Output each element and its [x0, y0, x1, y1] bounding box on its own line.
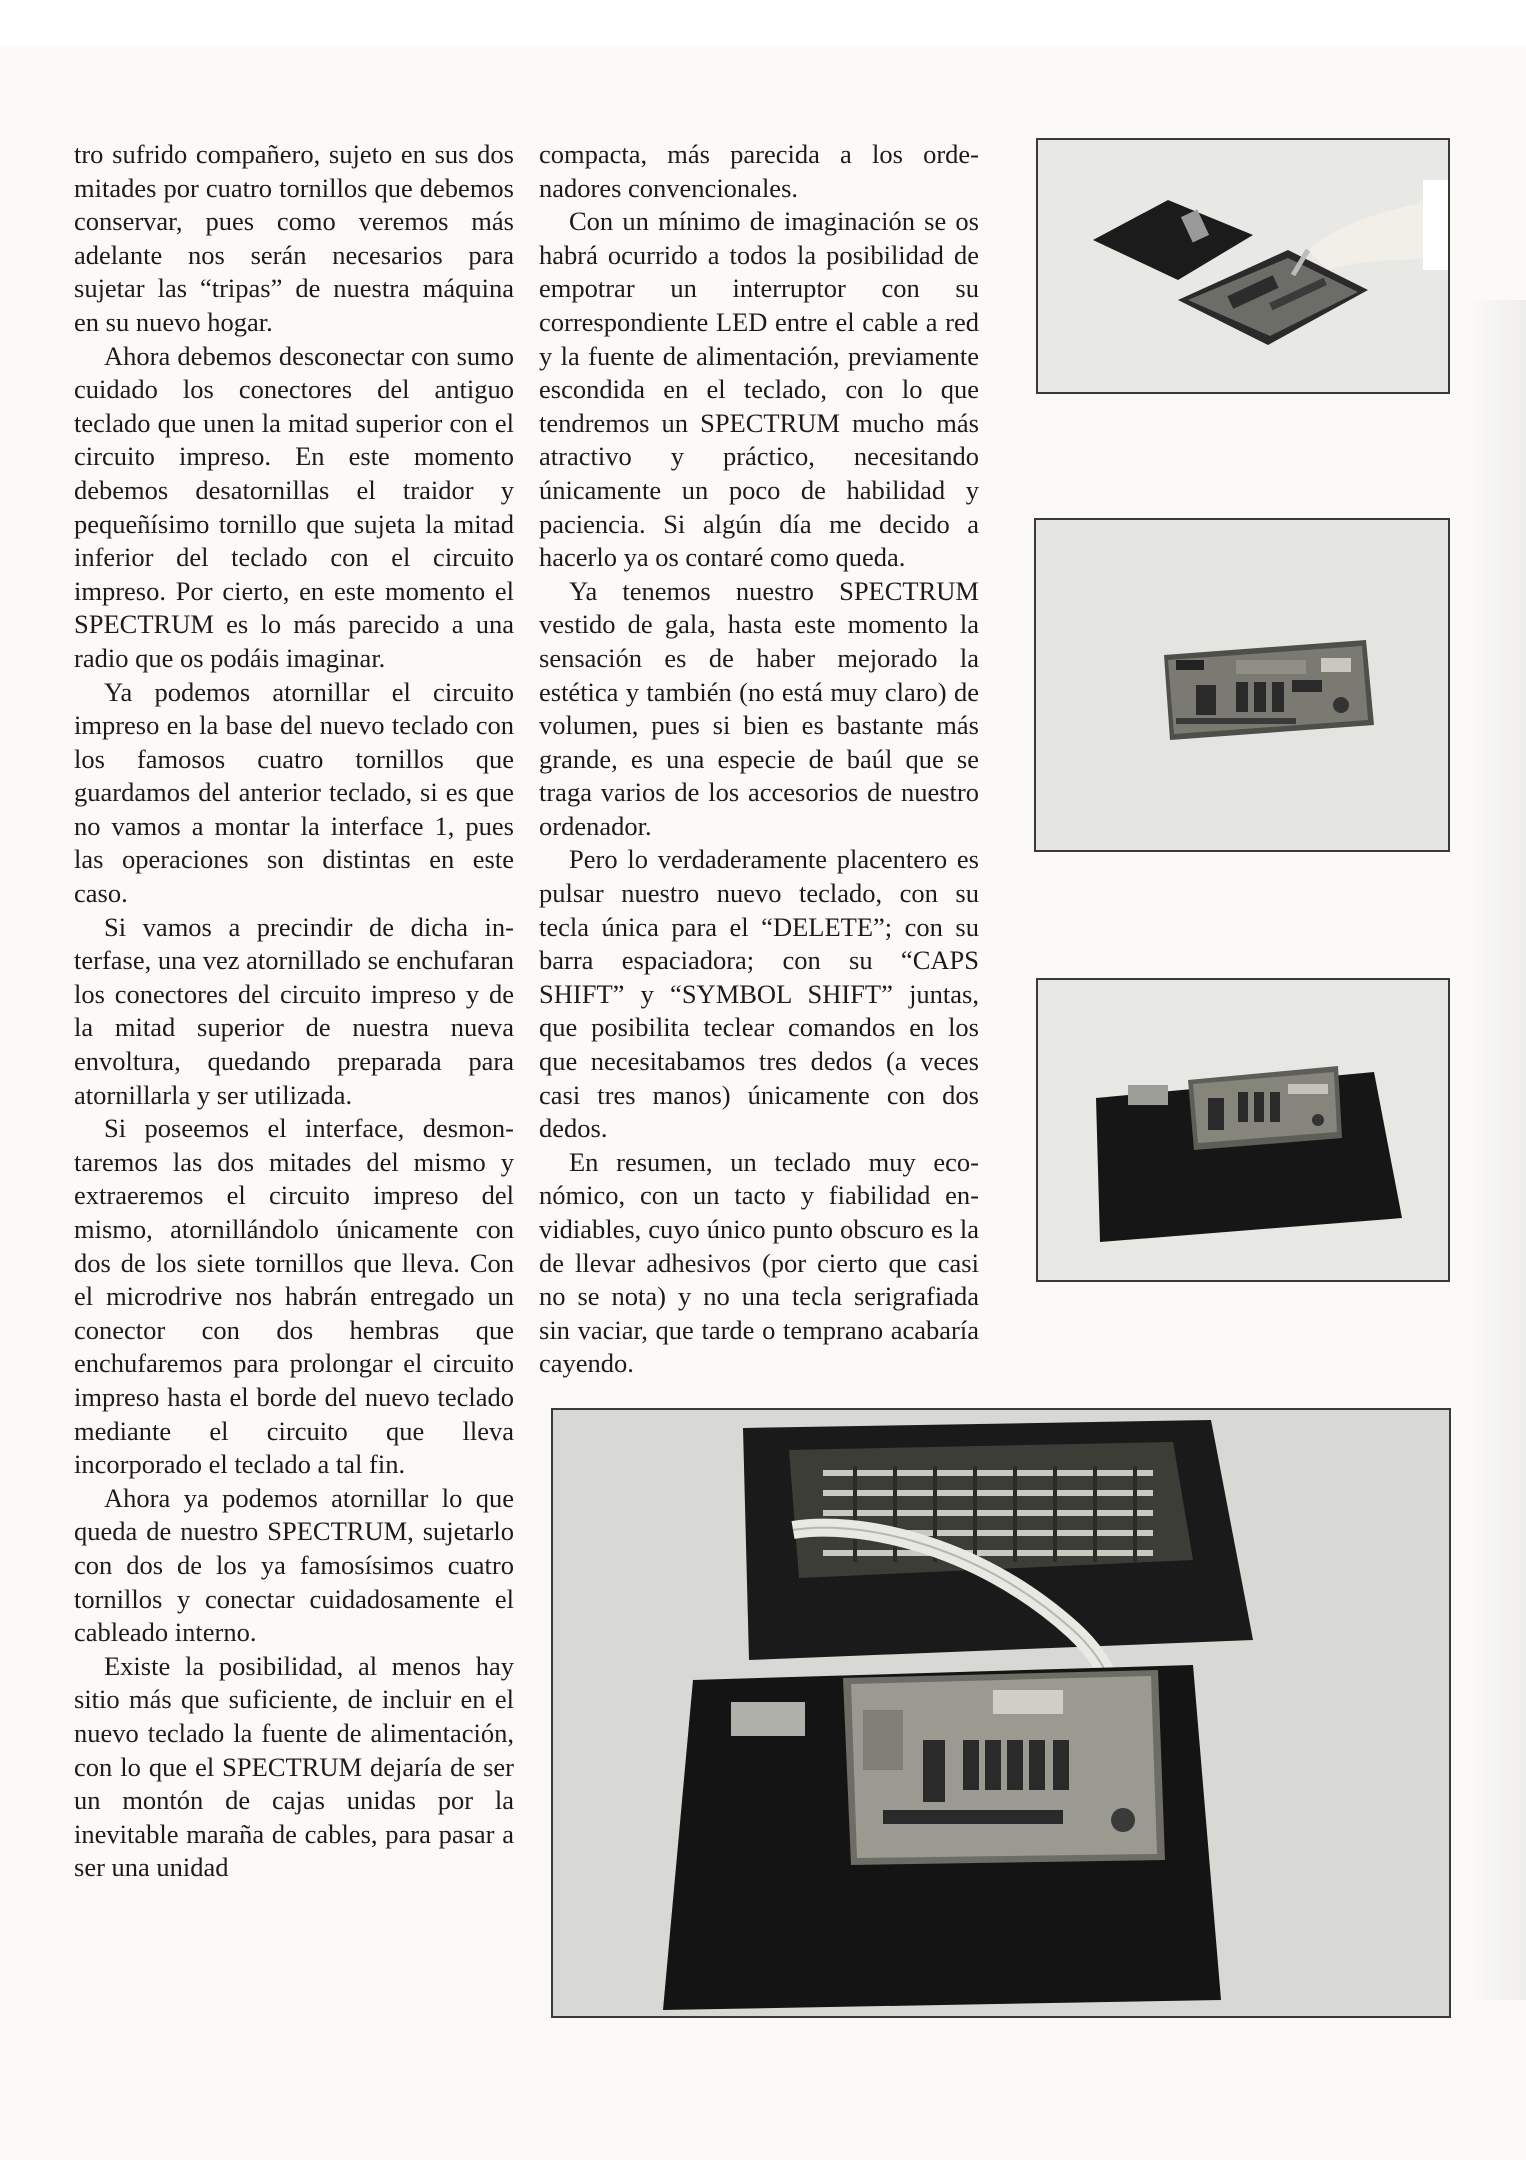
- photo-hand-disassembling-keyboard: [1036, 138, 1450, 394]
- paragraph: Si vamos a precindir de dicha interfase, una vez atornillado se enchufaran los conectores del circuito impreso y de la mitad superior de nuestra nueva envoltura, quedando preparada para atornillarla y ser utilizada.: [74, 911, 514, 1110]
- paragraph: En resumen, un teclado muy económico, con un tacto y fiabilidad envidiables, cuyo único punto obscuro es la de llevar adhesivos (por cierto que casi no se nota) y no una tecla serigrafiada sin vaciar, que tarde o temprano acabaría cayendo.: [539, 1146, 979, 1379]
- paragraph: Ahora ya podemos atornillar lo que queda de nuestro SPECTRUM, sujetarlo con dos de los ya famosísimos cuatro tornillos y conectar cuidadosamente el cableado interno.: [74, 1482, 514, 1648]
- paragraph: Pero lo verdaderamente placentero es pulsar nuestro nuevo teclado, con su tecla única para el “DELETE”; con su barra espaciadora; con su “CAPS SHIFT” y “SYMBOL SHIFT” juntas, que posibilita teclear comandos en los que necesitabamos tres dedos (a veces casi tres manos) únicamente con dos dedos.: [539, 844, 979, 1144]
- paragraph: Existe la posibilidad, al menos hay sitio más que suficiente, de incluir en el nuevo teclado la fuente de alimentación, con lo que el SPECTRUM dejaría de ser un montón de cajas unidas por la inevitable maraña de cables, para pasar a ser una unidad: [74, 1650, 514, 1883]
- page-edge-shadow: [1470, 300, 1526, 2000]
- text-column-left: [74, 138, 514, 1885]
- paragraph: Si poseemos el interface, desmontaremos las dos mitades del mismo y extraeremos el circuito impreso del mismo, atornillándolo únicamente con dos de los siete tornillos que lleva. Con el microdrive nos habrán entregado un conector con dos hembras que enchufaremos para prolongar el circuito impreso hasta el borde del nuevo teclado mediante el circuito que lleva incorporado el teclado a tal fin.: [74, 1113, 514, 1480]
- paragraph: Con un mínimo de imaginación se os habrá ocurrido a todos la posibilidad de empotrar un interruptor con su correspondiente LED entre el cable a red y la fuente de alimentación, previamente escondida en el teclado, con lo que tendremos un SPECTRUM mucho más atractivo y práctico, necesitando únicamente un poco de habilidad y paciencia. Si algún día me decido a hacerlo ya os contaré como queda.: [539, 206, 979, 573]
- page-top-margin: [0, 0, 1526, 46]
- photo-board-on-base: [1036, 978, 1450, 1282]
- paragraph: Ahora debemos desconectar con sumo cuidado los conectores del antiguo teclado que unen la mitad superior con el circuito impreso. En este momento debemos desatornillas el traidor y pequeñísimo tornillo que sujeta la mitad inferior del teclado con el circuito impreso. Por cierto, en este momento el SPECTRUM es lo más parecido a una radio que os podáis imaginar.: [74, 340, 514, 673]
- paragraph: tro sufrido compañero, sujeto en sus dos mitades por cuatro tornillos que debemos conservar, pues como veremos más adelante nos serán necesarios para sujetar las “tripas” de nuestra máquina en su nuevo hogar.: [74, 139, 514, 337]
- photo-circuit-board: [1034, 518, 1450, 852]
- paragraph: compacta, más parecida a los ordenadores convencionales.: [539, 139, 979, 203]
- photo-open-keyboard-assembly: [551, 1408, 1451, 2018]
- text-column-middle: [539, 138, 979, 1381]
- paragraph: Ya podemos atornillar el circuito impreso en la base del nuevo teclado con los famosos cuatro tornillos que guardamos del anterior teclado, si es que no vamos a montar la interface 1, pues las operaciones son distintas en este caso.: [74, 676, 514, 909]
- paragraph: Ya tenemos nuestro SPECTRUM vestido de gala, hasta este momento la sensación es de haber mejorado la estética y también (no está muy claro) de volumen, pues si bien es bastante más grande, es una especie de baúl que se traga varios de los accesorios de nuestro ordenador.: [539, 575, 979, 841]
